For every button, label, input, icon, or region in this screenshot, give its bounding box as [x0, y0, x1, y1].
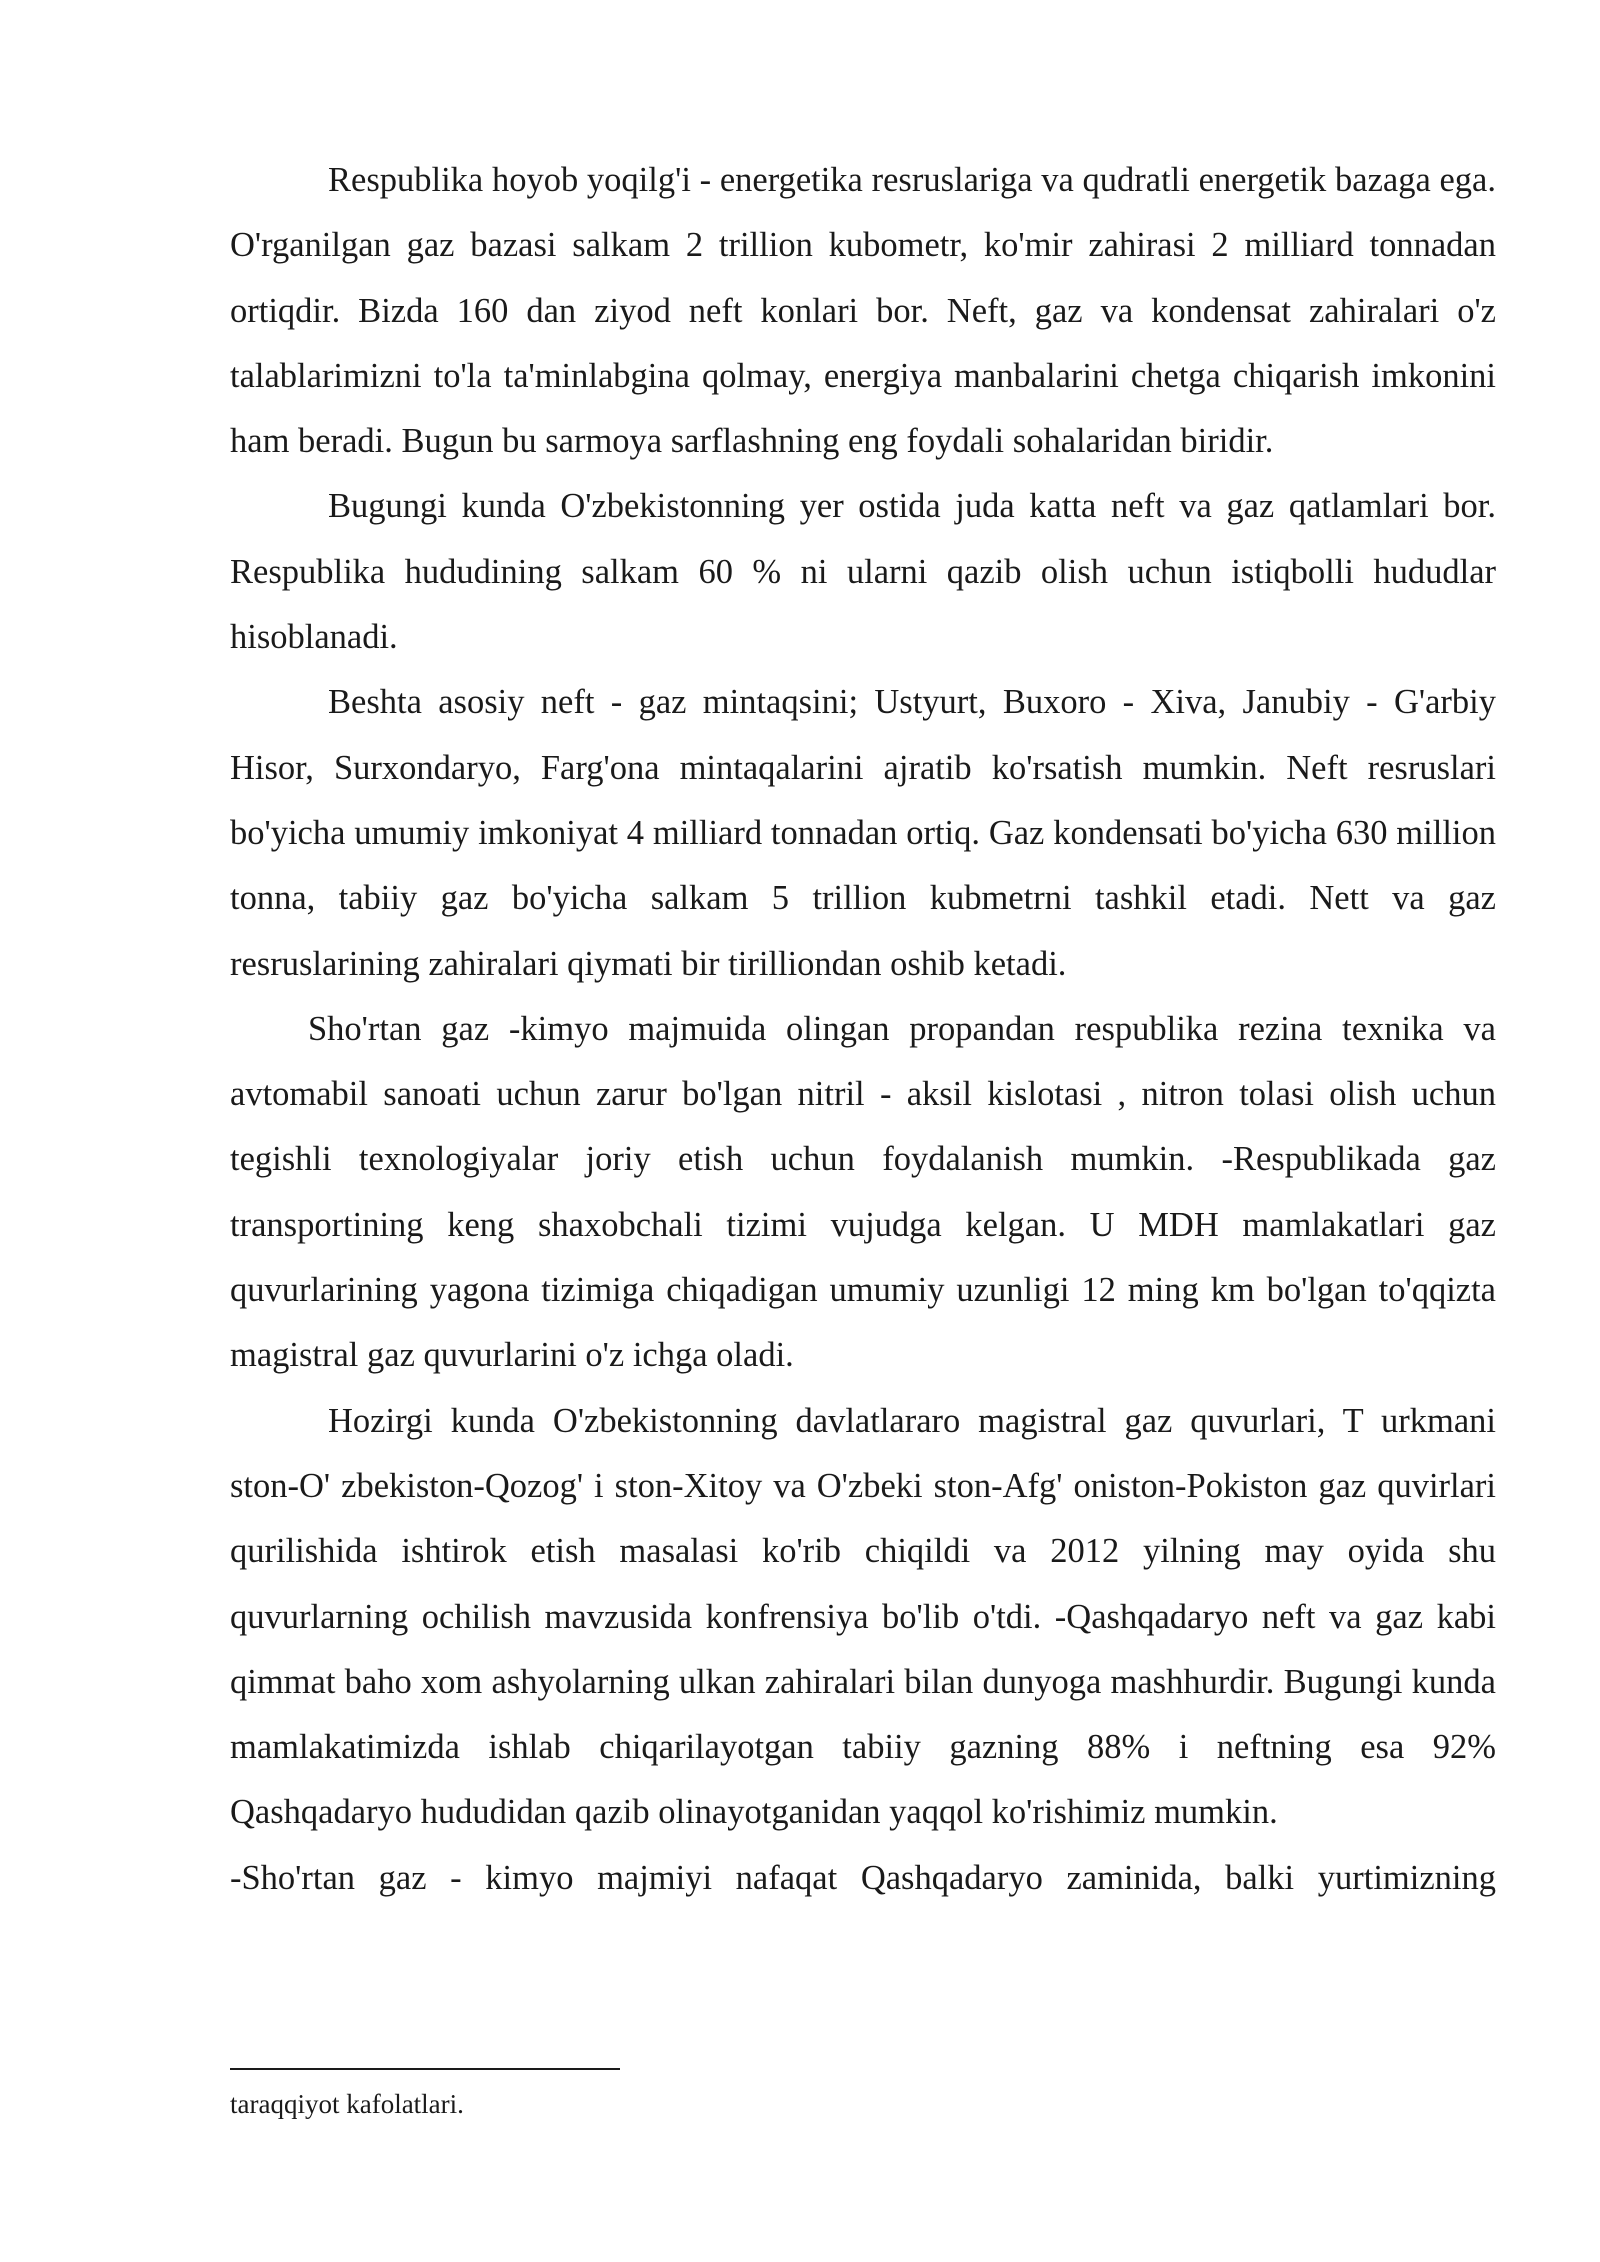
paragraph-oil-gas-layers: Bugungi kunda O'zbekistonning yer ostida juda katta neft va gaz qatlamlari bor. Respublika hududining salkam 60 % ni ularni qazib olish uchun istiqbolli hududlar hisoblanadi.: [230, 487, 1496, 657]
paragraph-energy-resources: Respublika hoyob yoqilg'i - energetika resruslariga va qudratli energetik bazaga ega. O'rganilgan gaz bazasi salkam 2 trillion kubometr, ko'mir zahirasi 2 milliard tonnadan ortiqdir. Bizda 160 dan ziyod neft konlari bor. Neft, gaz va kondensat zahiralari o'z talablarimizni to'la ta'minlabgina qolmay, energiya manbalarini chetga chiqarish imkonini ham beradi. Bugun bu sarmoya sarflashning eng foydali sohalaridan biridir.: [230, 161, 1496, 461]
paragraph-shortan-propane: Sho'rtan gaz -kimyo majmuida olingan propandan respublika rezina texnika va avtomabil sanoati uchun zarur bo'lgan nitril - aksil kislotasi , nitron tolasi olish uchun tegishli texnologiyalar joriy etish uchun foydalanish mumkin. -Respublikada gaz transportining keng shaxobchali tizimi vujudga kelgan. U MDH mamlakatlari gaz quvurlarining yagona tizimiga chiqadigan umumiy uzunligi 12 ming km bo'lgan to'qqizta magistral gaz quvurlarini o'z ichga oladi.: [230, 1009, 1496, 1375]
paragraph-shortan-complex: -Sho'rtan gaz - kimyo majmiyi nafaqat Qashqadaryo zaminida, balki yurtimizning: [230, 1858, 1496, 1897]
footnote-separator: [230, 2068, 620, 2070]
paragraph-five-regions: Beshta asosiy neft - gaz mintaqsini; Ustyurt, Buxoro - Xiva, Janubiy - G'arbiy Hisor, Surxondaryo, Farg'ona mintaqalarini ajratib ko'rsatish mumkin. Neft resruslari bo'yicha umumiy imkoniyat 4 milliard tonnadan ortiq. Gaz kondensati bo'yicha 630 million tonna, tabiiy gaz bo'yicha salkam 5 trillion kubmetrni tashkil etadi. Nett va gaz resruslarining zahiralari qiymati bir tirilliondan oshib ketadi.: [230, 683, 1496, 983]
paragraph-gas-pipelines: Hozirgi kunda O'zbekistonning davlatlararo magistral gaz quvurlari, T urkmani ston-O' zbekiston-Qozog' i ston-Xitoy va O'zbeki ston-Afg' oniston-Pokiston gaz quvirlari qurilishida ishtirok etish masalasi ko'rib chiqildi va 2012 yilning may oyida shu quvurlarning ochilish mavzusida konfrensiya bo'lib o'tdi. -Qashqadaryo neft va gaz kabi qimmat baho xom ashyolarning ulkan zahiralari bilan dunyoga mashhurdir. Bugungi kunda mamlakatimizda ishlab chiqarilayotgan tabiiy gazning 88% i neftning esa 92% Qashqadaryo hududidan qazib olinayotganidan yaqqol ko'rishimiz mumkin.: [230, 1401, 1496, 1832]
footnote-text: taraqqiyot kafolatlari.: [230, 2089, 464, 2119]
document-body: [230, 148, 1496, 1911]
